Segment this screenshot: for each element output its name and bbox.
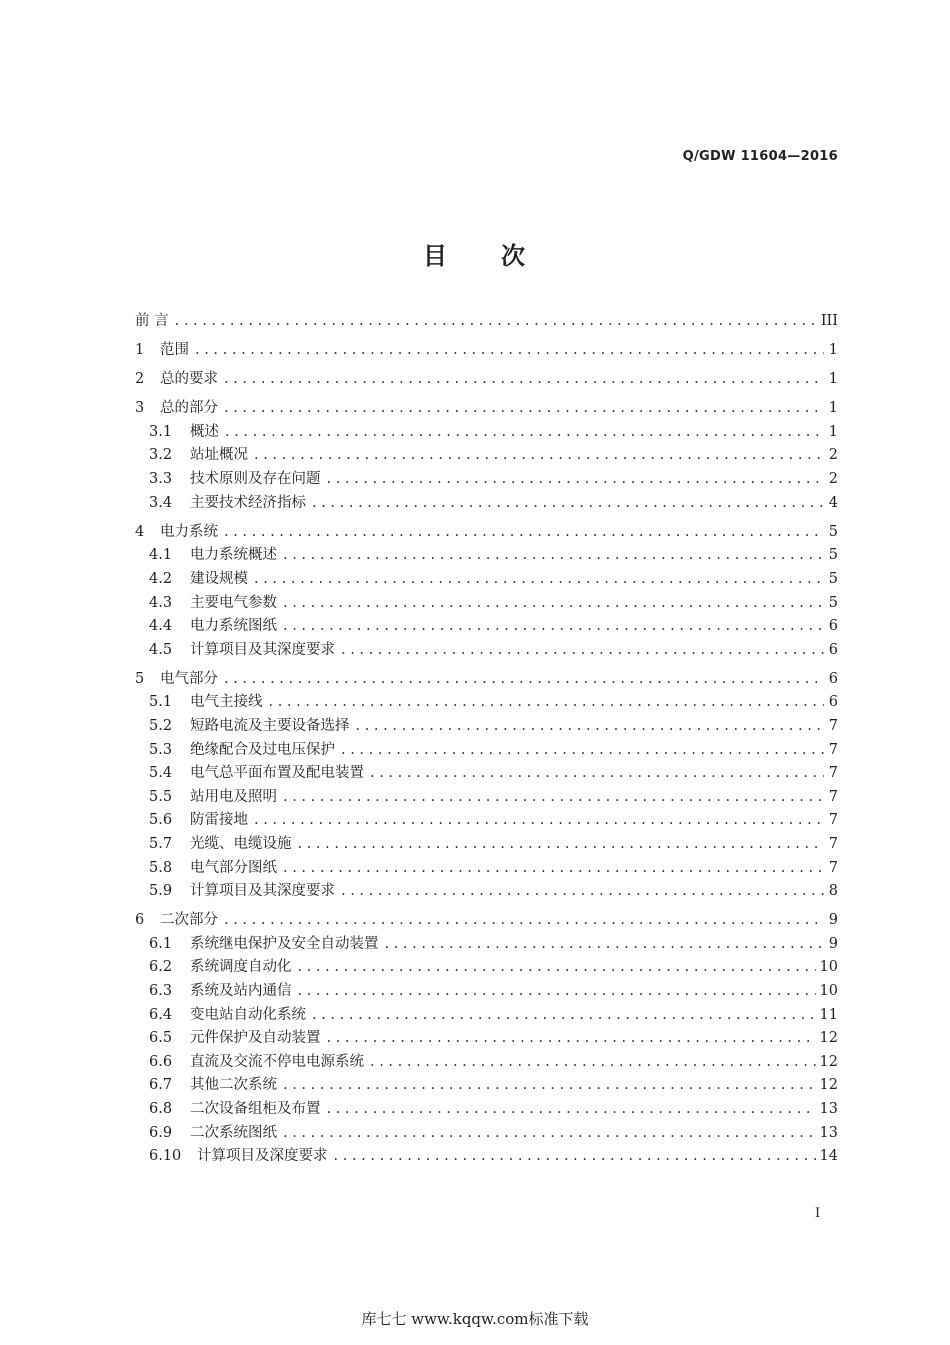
toc-entry-number: 5.3 <box>149 741 173 758</box>
toc-section-entry[interactable] <box>135 833 838 857</box>
toc-entry-page: 7 <box>828 835 838 852</box>
toc-entry-page: 9 <box>828 912 838 929</box>
table-of-contents <box>135 310 838 1169</box>
toc-entry-title: 其他二次系统 <box>190 1077 277 1094</box>
toc-entry-title: 光缆、电缆设施 <box>190 835 292 852</box>
toc-entry-title: 计算项目及其深度要求 <box>190 641 335 658</box>
toc-entry-page: 9 <box>828 935 838 952</box>
toc-entry-page: 2 <box>828 471 838 488</box>
toc-entry-page: 14 <box>819 1148 838 1165</box>
toc-entry-number: 6.7 <box>149 1077 173 1094</box>
page-number: I <box>815 1206 821 1221</box>
toc-section-entry[interactable] <box>135 468 838 492</box>
toc-entry-number: 6.2 <box>149 959 173 976</box>
toc-entry-page: 12 <box>819 1030 838 1047</box>
toc-dot-leader <box>341 739 824 763</box>
toc-entry-number: 5.6 <box>149 812 173 829</box>
toc-dot-leader <box>195 339 824 363</box>
toc-dot-leader <box>341 639 824 663</box>
toc-section-entry[interactable] <box>135 739 838 763</box>
toc-entry-number: 4 <box>135 523 145 540</box>
toc-dot-leader <box>224 368 824 392</box>
toc-entry-title: 变电站自动化系统 <box>190 1006 306 1023</box>
toc-entry-title: 电气部分 <box>160 670 218 687</box>
toc-section-entry[interactable] <box>135 762 838 786</box>
toc-entry-title: 二次部分 <box>160 912 218 929</box>
toc-dot-leader <box>225 421 824 445</box>
toc-entry-page: 6 <box>828 694 838 711</box>
toc-section-entry[interactable] <box>135 444 838 468</box>
toc-entry-page: 13 <box>819 1124 838 1141</box>
toc-entry-number: 3.3 <box>149 471 173 488</box>
toc-entry-number: 5.2 <box>149 718 173 734</box>
toc-dot-leader <box>283 1074 816 1098</box>
toc-entry-number: 5.5 <box>149 788 173 805</box>
toc-entry-page: 5 <box>828 523 838 540</box>
toc-entry-number: 6.1 <box>149 935 173 952</box>
toc-section-entry[interactable] <box>135 1074 838 1098</box>
toc-dot-leader <box>356 715 825 739</box>
toc-entry-title: 电气部分图纸 <box>190 859 277 876</box>
toc-entry-title: 站用电及照明 <box>190 788 277 805</box>
toc-dot-leader <box>175 310 817 334</box>
toc-entry-title: 系统调度自动化 <box>190 959 292 976</box>
toc-entry-title: 二次系统图纸 <box>190 1124 277 1141</box>
toc-entry-number: 3.1 <box>149 423 173 440</box>
toc-dot-leader <box>224 909 824 933</box>
toc-entry-title: 元件保护及自动装置 <box>190 1030 321 1047</box>
toc-entry-title: 电气总平面布置及配电装置 <box>190 765 364 782</box>
toc-dot-leader <box>312 1004 816 1028</box>
toc-chapter-entry[interactable] <box>135 668 838 692</box>
toc-dot-leader <box>327 1027 816 1051</box>
toc-dot-leader <box>254 568 824 592</box>
toc-entry-number: 5.4 <box>149 765 173 782</box>
toc-entry-page: 4 <box>828 494 838 511</box>
toc-section-entry[interactable] <box>135 544 838 568</box>
toc-entry-number: 5 <box>135 670 145 687</box>
toc-entry-title: 二次设备组柜及布置 <box>190 1101 321 1117</box>
toc-entry-title: 绝缘配合及过电压保护 <box>190 741 335 758</box>
toc-section-entry[interactable] <box>135 568 838 592</box>
toc-section-entry[interactable] <box>135 956 838 980</box>
toc-dot-leader <box>312 492 824 516</box>
toc-entry-title: 范围 <box>160 342 189 359</box>
toc-dot-leader <box>327 468 825 492</box>
toc-section-entry[interactable] <box>135 880 838 904</box>
toc-section-entry[interactable] <box>135 933 838 957</box>
toc-dot-leader <box>269 691 825 715</box>
toc-dot-leader <box>327 1098 816 1122</box>
toc-entry-page: 7 <box>828 788 838 805</box>
toc-dot-leader <box>283 786 824 810</box>
toc-dot-leader <box>341 880 824 904</box>
toc-entry-number: 6.9 <box>149 1124 173 1141</box>
toc-section-entry[interactable] <box>135 421 838 445</box>
toc-entry-number: 6.4 <box>149 1006 173 1023</box>
toc-dot-leader <box>224 397 824 421</box>
toc-entry-title: 电气主接线 <box>190 694 263 711</box>
toc-entry-page: 1 <box>828 342 838 359</box>
toc-entry-title: 概述 <box>190 423 219 440</box>
toc-entry-title: 主要技术经济指标 <box>190 494 306 511</box>
toc-entry-number: 6.8 <box>149 1101 173 1117</box>
toc-entry-number: 4.5 <box>149 641 173 658</box>
toc-entry-page: 12 <box>819 1077 838 1094</box>
toc-entry-page: 1 <box>828 423 838 440</box>
toc-entry-page: 7 <box>828 812 838 829</box>
toc-entry-number: 6.6 <box>149 1053 173 1070</box>
toc-entry-page: 7 <box>828 765 838 782</box>
toc-entry-page: 1 <box>828 371 838 388</box>
toc-entry-title: 计算项目及其深度要求 <box>190 883 335 900</box>
toc-entry-number: 5.7 <box>149 835 173 852</box>
toc-dot-leader <box>283 544 824 568</box>
toc-chapter-entry[interactable] <box>135 521 838 545</box>
toc-dot-leader <box>283 1122 816 1146</box>
toc-entry-title: 电力系统概述 <box>190 547 277 564</box>
toc-entry-number: 6.3 <box>149 983 173 1000</box>
toc-entry-title: 前 言 <box>135 313 169 329</box>
toc-entry-title: 防雷接地 <box>190 812 248 829</box>
toc-chapter-entry[interactable] <box>135 310 838 334</box>
toc-entry-title: 总的部分 <box>160 400 218 417</box>
toc-section-entry[interactable] <box>135 1145 838 1169</box>
toc-entry-page: 5 <box>828 547 838 564</box>
toc-entry-number: 5.8 <box>149 859 173 876</box>
toc-entry-title: 直流及交流不停电电源系统 <box>190 1053 364 1070</box>
toc-entry-number: 4.4 <box>149 618 173 635</box>
toc-entry-number: 3.4 <box>149 494 173 511</box>
toc-section-entry[interactable] <box>135 691 838 715</box>
toc-dot-leader <box>370 1051 816 1075</box>
toc-entry-page: 8 <box>828 883 838 900</box>
toc-entry-number: 4.2 <box>149 570 173 587</box>
toc-entry-number: 4.3 <box>149 594 173 611</box>
toc-entry-title: 技术原则及存在问题 <box>190 471 321 488</box>
toc-dot-leader <box>224 521 824 545</box>
toc-entry-number: 1 <box>135 342 145 359</box>
toc-section-entry[interactable] <box>135 1051 838 1075</box>
standard-code: Q/GDW 11604—2016 <box>682 149 838 164</box>
toc-entry-page: 2 <box>828 447 838 464</box>
toc-entry-number: 2 <box>135 371 145 388</box>
toc-section-entry[interactable] <box>135 857 838 881</box>
toc-entry-page: 12 <box>819 1053 838 1070</box>
toc-dot-leader <box>254 444 824 468</box>
toc-entry-page: 7 <box>828 859 838 876</box>
toc-entry-page: 5 <box>828 594 838 611</box>
toc-dot-leader <box>298 980 816 1004</box>
toc-section-entry[interactable] <box>135 715 838 739</box>
toc-entry-number: 5.1 <box>149 694 173 711</box>
toc-dot-leader <box>334 1145 816 1169</box>
toc-entry-title: 电力系统图纸 <box>190 618 277 635</box>
toc-section-entry[interactable] <box>135 639 838 663</box>
toc-entry-page: 1 <box>828 400 838 417</box>
toc-entry-number: 4.1 <box>149 547 173 564</box>
toc-section-entry[interactable] <box>135 809 838 833</box>
toc-entry-page: 11 <box>819 1006 838 1023</box>
toc-entry-title: 计算项目及深度要求 <box>197 1148 328 1165</box>
toc-entry-number: 3.2 <box>149 447 173 464</box>
toc-section-entry[interactable] <box>135 1122 838 1146</box>
toc-entry-number: 6.5 <box>149 1030 173 1047</box>
toc-section-entry[interactable] <box>135 1098 838 1122</box>
toc-entry-title: 总的要求 <box>160 371 218 388</box>
toc-section-entry[interactable] <box>135 980 838 1004</box>
toc-dot-leader <box>385 933 825 957</box>
toc-entry-page: 10 <box>819 959 838 976</box>
toc-section-entry[interactable] <box>135 1027 838 1051</box>
toc-entry-title: 系统继电保护及安全自动装置 <box>190 935 379 952</box>
toc-section-entry[interactable] <box>135 786 838 810</box>
toc-entry-page: 7 <box>828 718 838 734</box>
toc-entry-page: III <box>820 313 838 329</box>
toc-entry-page: 6 <box>828 618 838 635</box>
footer-watermark: 库七七 www.kqqw.com标准下载 <box>361 1310 589 1328</box>
toc-entry-title: 建设规模 <box>190 570 248 587</box>
toc-section-entry[interactable] <box>135 492 838 516</box>
toc-dot-leader <box>283 857 824 881</box>
toc-chapter-entry[interactable] <box>135 339 838 363</box>
toc-entry-page: 13 <box>819 1101 838 1117</box>
toc-dot-leader <box>298 833 825 857</box>
toc-chapter-entry[interactable] <box>135 368 838 392</box>
toc-dot-leader <box>283 615 824 639</box>
toc-entry-page: 6 <box>828 641 838 658</box>
toc-section-entry[interactable] <box>135 615 838 639</box>
toc-entry-number: 3 <box>135 400 145 417</box>
toc-entry-number: 5.9 <box>149 883 173 900</box>
toc-entry-page: 7 <box>828 741 838 758</box>
toc-dot-leader <box>283 592 824 616</box>
toc-entry-number: 6 <box>135 912 145 929</box>
toc-dot-leader <box>370 762 824 786</box>
toc-dot-leader <box>224 668 824 692</box>
toc-section-entry[interactable] <box>135 1004 838 1028</box>
toc-entry-page: 6 <box>828 670 838 687</box>
toc-entry-page: 10 <box>819 983 838 1000</box>
page-title: 目 次 <box>423 242 527 270</box>
toc-dot-leader <box>254 809 824 833</box>
toc-section-entry[interactable] <box>135 592 838 616</box>
toc-entry-title: 电力系统 <box>160 523 218 540</box>
toc-chapter-entry[interactable] <box>135 397 838 421</box>
toc-entry-title: 短路电流及主要设备选择 <box>190 718 350 734</box>
toc-entry-title: 主要电气参数 <box>190 594 277 611</box>
toc-entry-number: 6.10 <box>149 1148 182 1165</box>
toc-entry-title: 站址概况 <box>190 447 248 464</box>
toc-dot-leader <box>298 956 816 980</box>
toc-entry-title: 系统及站内通信 <box>190 983 292 1000</box>
toc-chapter-entry[interactable] <box>135 909 838 933</box>
toc-entry-page: 5 <box>828 570 838 587</box>
